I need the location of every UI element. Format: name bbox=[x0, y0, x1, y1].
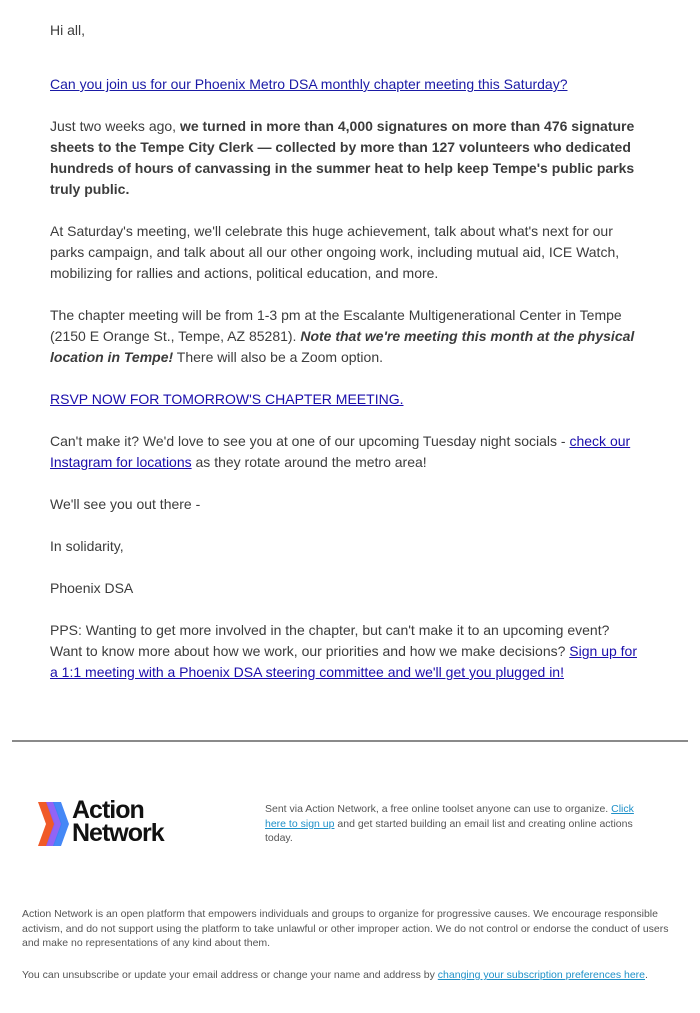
signup-link[interactable]: Click here to sign up bbox=[265, 803, 634, 830]
location-note: Note that we're meeting this month at the physical location in Tempe! bbox=[50, 328, 635, 365]
action-network-logo bbox=[38, 796, 198, 852]
socials-paragraph: Can't make it? We'd love to see you at one of our upcoming Tuesday night socials - check our Instagram for locations as they rotate around the metro area! bbox=[50, 433, 631, 470]
sign-off: In solidarity, bbox=[50, 538, 124, 554]
message-content bbox=[50, 20, 645, 683]
sent-via-text: Sent via Action Network, a free online toolset anyone can use to organize. Click here to sign up and get started building an email list and creating online actions today. bbox=[265, 803, 634, 844]
unsubscribe-text: You can unsubscribe or update your email address or change your name and address by changing your subscription preferences here. bbox=[22, 969, 648, 981]
legal-disclaimer: Action Network is an open platform that empowers individuals and groups to organize for progressive causes. We encourage responsible activism, and do not support using the platform to take unlawful or other improper action. We do not control or endorse the conduct of users and make no representations of any kind about them. bbox=[22, 908, 669, 949]
rsvp-link[interactable]: RSVP NOW FOR TOMORROW'S CHAPTER MEETING. bbox=[50, 391, 404, 407]
greeting: Hi all, bbox=[50, 22, 86, 38]
sender-name: Phoenix DSA bbox=[50, 580, 134, 596]
pps-paragraph: PPS: Wanting to get more involved in the chapter, but can't make it to an upcoming event? Want to know more about how we work, our priorities and how we make decisions? Sign up for a 1:1 meeting with a Phoenix DSA steering committee and we'll get you plugged in! bbox=[50, 622, 637, 680]
logo-chevrons-icon bbox=[38, 800, 72, 848]
subscription-preferences-link[interactable]: changing your subscription preferences here bbox=[437, 969, 646, 981]
rsvp-paragraph bbox=[50, 389, 645, 410]
meeting-paragraph bbox=[50, 74, 645, 95]
chapter-meeting-link[interactable]: Can you join us for our Phoenix Metro DSA monthly chapter meeting this Saturday? bbox=[50, 76, 568, 92]
one-on-one-signup-link[interactable]: Sign up for a 1:1 meeting with a Phoenix DSA steering committee and we'll get you plugged in! bbox=[50, 643, 637, 680]
see-you-text: We'll see you out there - bbox=[50, 496, 201, 512]
signatures-highlight: we turned in more than 4,000 signatures on more than 476 signature sheets to the Tempe City Clerk — collected by more than 127 volunteers who dedicated hundreds of hours of canvassing in the summer heat to help keep Tempe's public parks truly public. bbox=[50, 118, 635, 197]
instagram-link[interactable]: check our Instagram for locations bbox=[50, 433, 631, 470]
location-paragraph: The chapter meeting will be from 1-3 pm at the Escalante Multigenerational Center in Tempe (2150 E Orange St., Tempe, AZ 85281). Note that we're meeting this month at the physical location in Tempe! There will also be a Zoom option. bbox=[50, 307, 635, 365]
signatures-paragraph: Just two weeks ago, we turned in more than 4,000 signatures on more than 476 signature sheets to the Tempe City Clerk — collected by more than 127 volunteers who dedicated hundreds of hours of canvassing in the summer heat to help keep Tempe's public parks truly public. bbox=[50, 118, 635, 197]
logo-wordmark: Action Network bbox=[72, 796, 164, 847]
celebration-paragraph: At Saturday's meeting, we'll celebrate this huge achievement, talk about what's next for our parks campaign, and talk about all our other ongoing work, including mutual aid, ICE Watch, mobilizing for rallies and actions, political education, and more. bbox=[50, 223, 620, 281]
footer-divider bbox=[12, 740, 688, 742]
